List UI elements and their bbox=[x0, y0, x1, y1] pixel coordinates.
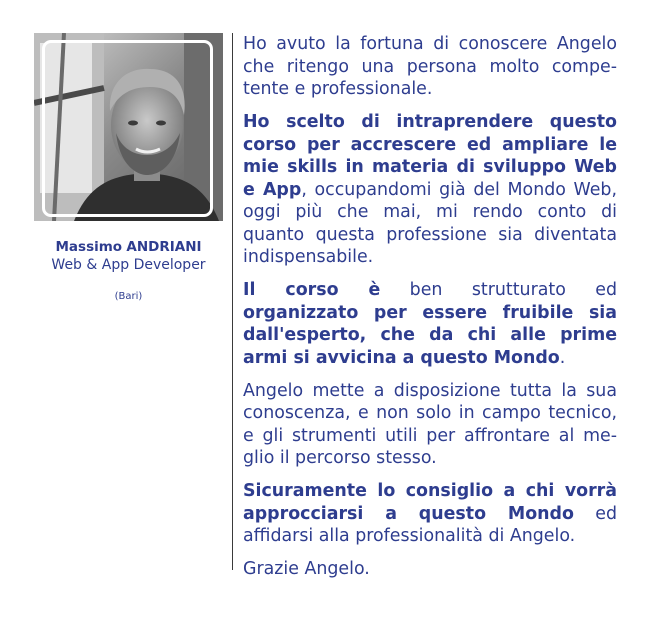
choice-highlight: Ho scelto di intraprendere questo corso per accrescere ed ampliare le mie skills in materia di sviluppo Web e App bbox=[243, 112, 617, 200]
author-last-name: ANDRIANI bbox=[126, 239, 202, 255]
paragraph-intro bbox=[243, 33, 617, 101]
thanks-text: Grazie Angelo. bbox=[243, 559, 370, 579]
author-city: (Bari) bbox=[114, 291, 143, 302]
vertical-divider bbox=[232, 33, 233, 570]
course-highlight-1: Il corso è bbox=[243, 280, 381, 300]
course-text-1: ben strutturato ed bbox=[380, 280, 618, 300]
testimonial-text bbox=[243, 33, 617, 591]
author-name bbox=[34, 238, 223, 256]
choice-text: , occupandomi già del Mondo Web, oggi più che mai, mi rendo conto di quanto questa professione sia diventata indispensabile. bbox=[243, 179, 617, 267]
intro-text: Ho avuto la fortuna di conoscere Angelo che ritengo una persona molto competente e professionale. bbox=[243, 34, 617, 99]
author-first-name: Massimo bbox=[55, 239, 123, 255]
author-photo bbox=[34, 33, 223, 221]
paragraph-thanks bbox=[243, 558, 617, 581]
paragraph-choice bbox=[243, 111, 617, 269]
knowledge-text: Angelo mette a disposizione tutta la sua conoscenza, e non solo in campo tecnico, e gli strumenti utili per affrontare al meglio il percorso stesso. bbox=[243, 380, 617, 468]
author-profile bbox=[34, 33, 223, 303]
paragraph-knowledge bbox=[243, 380, 617, 470]
recommend-text: ed affidarsi alla professionalità di Angelo. bbox=[243, 503, 617, 546]
recommend-highlight: Sicuramente lo consiglio a chi vorrà approcciarsi a questo Mondo bbox=[243, 481, 617, 524]
photo-frame bbox=[42, 40, 213, 217]
course-text-2: . bbox=[559, 347, 566, 368]
paragraph-recommend bbox=[243, 480, 617, 548]
course-highlight-2: organizzato per essere fruibile sia dall'esperto, che da chi alle prime armi si avvicina a questo Mondo bbox=[243, 302, 617, 368]
paragraph-course bbox=[243, 279, 617, 369]
author-role: Web & App Developer bbox=[51, 257, 206, 273]
